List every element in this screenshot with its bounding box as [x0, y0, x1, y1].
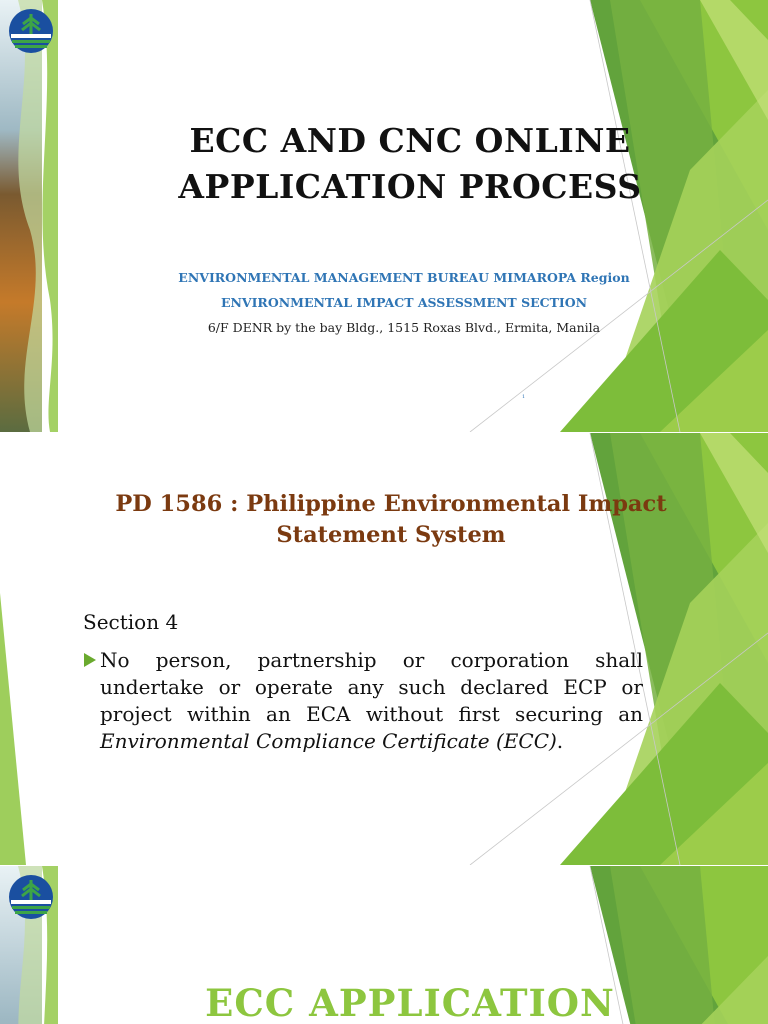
left-photo-strip: [0, 0, 58, 432]
slide-2: [0, 433, 768, 865]
slide-2-title: PD 1586 : Philippine Environmental Impact Statement System: [115, 491, 667, 548]
bullet-item: [83, 647, 643, 755]
denr-logo-icon: [8, 8, 54, 54]
slide-3: [0, 866, 768, 1024]
bullet-text-italic: Environmental Compliance Certificate (ECC): [100, 729, 557, 753]
slide-3-title: ECC APPLICATION: [205, 981, 615, 1024]
bullet-text: [100, 647, 643, 755]
slide-number: 1: [522, 394, 526, 400]
slide-1: [0, 0, 768, 432]
section-label: Section 4: [83, 610, 179, 634]
slide-1-subtitle-bureau: ENVIRONMENTAL MANAGEMENT BUREAU MIMAROPA Region: [178, 270, 630, 285]
bullet-text-main: No person, partnership or corporation shall undertake or operate any such declared ECP or project within an ECA without first securing an: [100, 648, 643, 726]
slide-1-address: 6/F DENR by the bay Bldg., 1515 Roxas Blvd., Ermita, Manila: [207, 320, 601, 335]
bullet-text-end: .: [556, 729, 564, 753]
slide-1-subtitle-section: ENVIRONMENTAL IMPACT ASSESSMENT SECTION: [220, 295, 588, 310]
slide-1-title: ECC AND CNC ONLINE APPLICATION PROCESS: [178, 121, 642, 206]
green-facets-decoration: [0, 0, 768, 432]
denr-logo-icon: [8, 874, 54, 920]
